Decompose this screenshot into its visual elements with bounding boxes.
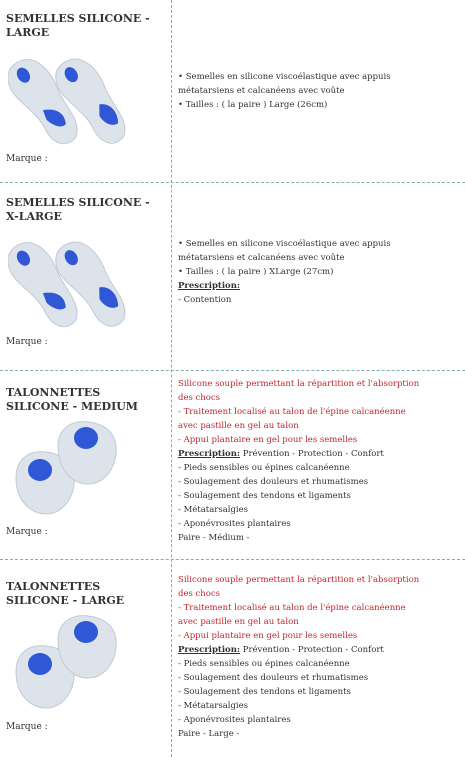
description-line: • Tailles : ( la paire ) XLarge (27cm) [178, 267, 334, 277]
indication-line: - Soulagement des douleurs et rhumatismes [178, 673, 369, 683]
feature-line: Silicone souple permettant la répartition et l'absorption [178, 575, 420, 585]
feature-line: - Traitement localisé au talon de l'épine calcanéenne [178, 603, 406, 613]
prescription-text: Prévention - Protection - Confort [240, 645, 384, 655]
product-title: SEMELLES SILICONE - X-LARGE [6, 196, 150, 223]
heel-cup-pair-image [10, 612, 130, 712]
indication-line: - Aponévrosites plantaires [178, 715, 291, 725]
product-description [178, 237, 460, 307]
indication-line: - Métatarsalgies [178, 701, 249, 711]
prescription-label: Prescription: [178, 449, 241, 459]
insole-pair-image [8, 228, 133, 338]
feature-line: Silicone souple permettant la répartition et l'absorption [178, 379, 420, 389]
description-line: • Tailles : ( la paire ) Large (26cm) [178, 100, 328, 110]
prescription-label: Prescription: [178, 645, 241, 655]
vertical-divider [171, 0, 172, 757]
feature-line: - Appui plantaire en gel pour les semelles [178, 631, 358, 641]
description-line: métatarsiens et calcanéens avec voûte [178, 86, 345, 96]
feature-line: des chocs [178, 393, 221, 403]
description-line: • Semelles en silicone viscoélastique avec appuis [178, 72, 391, 82]
size-line: Paire - Médium - [178, 533, 250, 543]
size-line: Paire - Large - [178, 729, 240, 739]
prescription-label: Prescription: [178, 281, 241, 291]
prescription-row [178, 643, 460, 657]
product-description [178, 70, 460, 112]
feature-line: des chocs [178, 589, 221, 599]
heel-cup-pair-image [10, 418, 130, 518]
brand-label: Marque : [6, 722, 48, 732]
description-line: • Semelles en silicone viscoélastique avec appuis [178, 239, 391, 249]
feature-line: - Traitement localisé au talon de l'épine calcanéenne [178, 407, 406, 417]
indication-line: - Aponévrosites plantaires [178, 519, 291, 529]
brand-label: Marque : [6, 154, 48, 164]
brand-label: Marque : [6, 527, 48, 537]
description-line: métatarsiens et calcanéens avec voûte [178, 253, 345, 263]
insole-pair-image [8, 45, 133, 155]
feature-line: - Appui plantaire en gel pour les semelles [178, 435, 358, 445]
product-description [178, 573, 460, 741]
prescription-text: Prévention - Protection - Confort [240, 449, 384, 459]
product-title: SEMELLES SILICONE - LARGE [6, 12, 150, 39]
indication-line: - Métatarsalgies [178, 505, 249, 515]
row-divider [0, 370, 465, 371]
indication-line: - Soulagement des tendons et ligaments [178, 687, 351, 697]
indication-line: - Soulagement des douleurs et rhumatismes [178, 477, 369, 487]
row-divider [0, 559, 465, 560]
product-title: TALONNETTES SILICONE - LARGE [6, 580, 125, 607]
indication-line: - Pieds sensibles ou épines calcanéenne [178, 659, 350, 669]
brand-label: Marque : [6, 337, 48, 347]
feature-line: avec pastille en gel au talon [178, 617, 299, 627]
product-description [178, 377, 460, 545]
product-title: TALONNETTES SILICONE - MEDIUM [6, 386, 138, 413]
indication-line: - Soulagement des tendons et ligaments [178, 491, 351, 501]
row-divider [0, 182, 465, 183]
indication-line: - Pieds sensibles ou épines calcanéenne [178, 463, 350, 473]
prescription-row [178, 447, 460, 461]
prescription-line: - Contention [178, 295, 232, 305]
feature-line: avec pastille en gel au talon [178, 421, 299, 431]
